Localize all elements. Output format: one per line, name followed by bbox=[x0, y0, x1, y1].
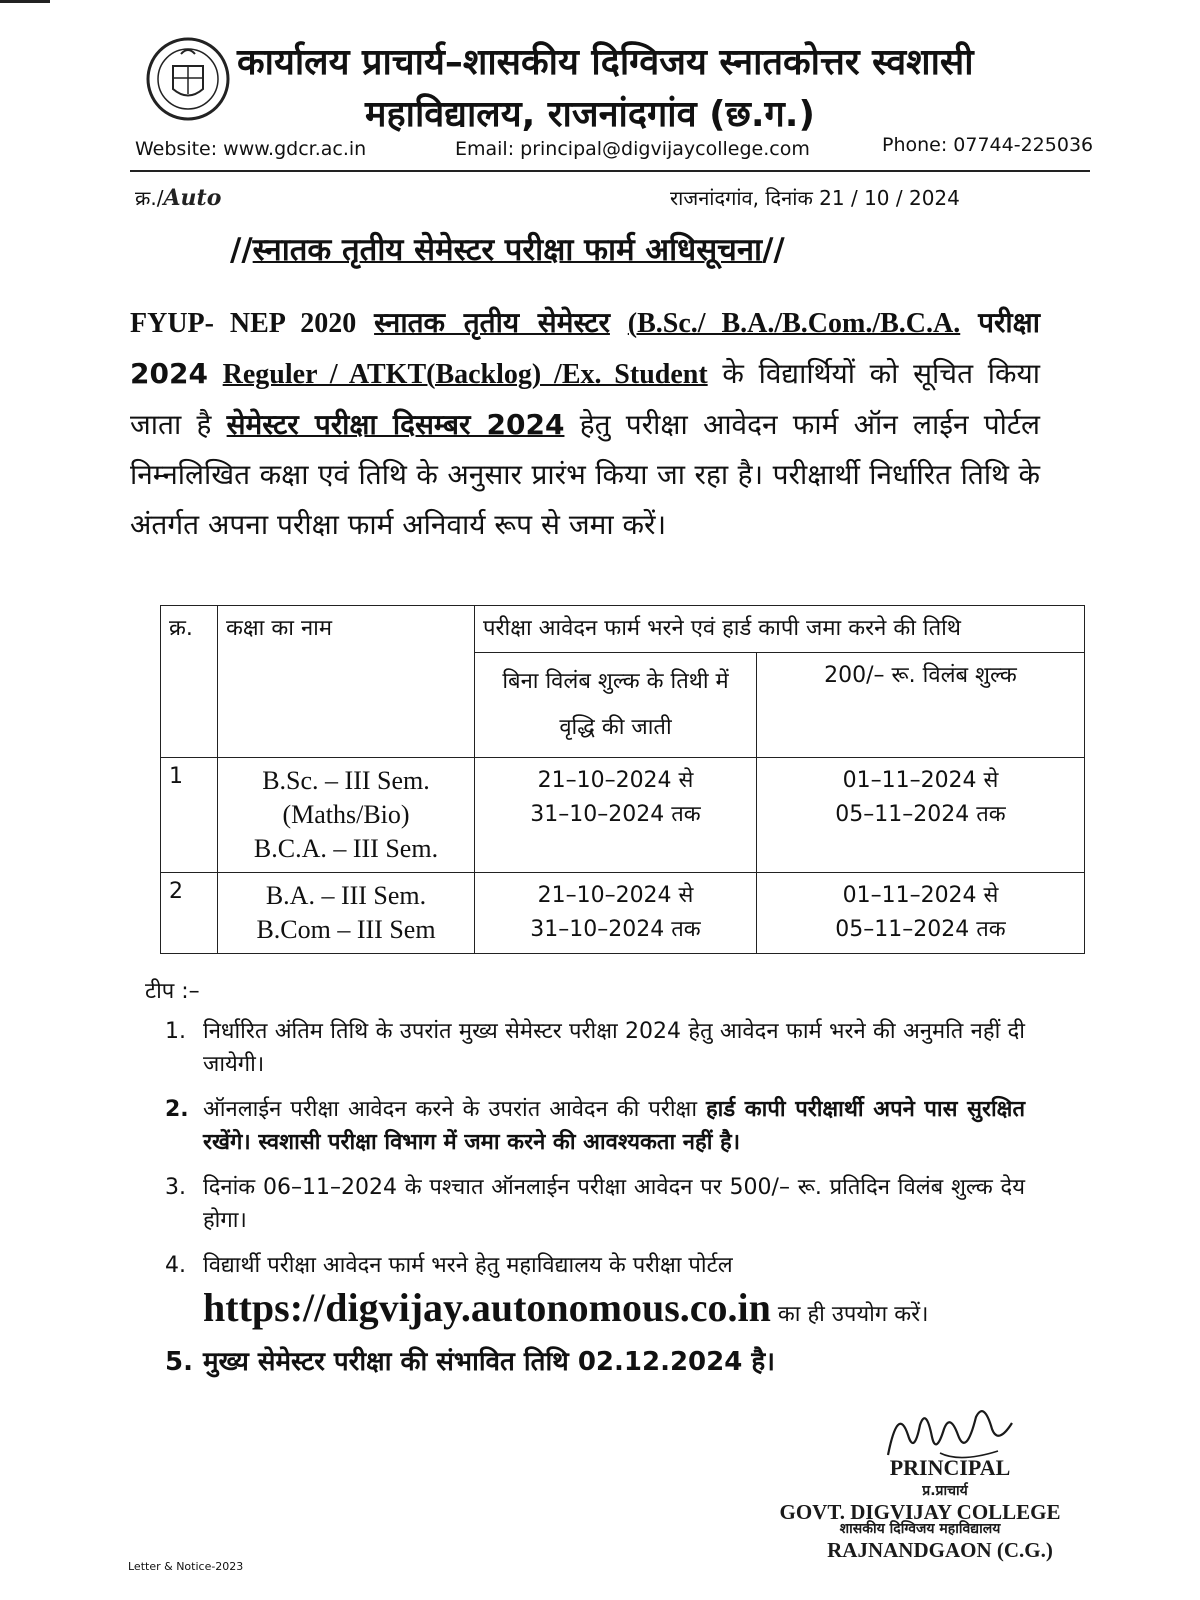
intro-paragraph bbox=[130, 298, 1040, 550]
email-text: Email: principal@digvijaycollege.com bbox=[455, 138, 810, 160]
list-item: 5. मुख्य सेमेस्टर परीक्षा की संभावित तिथि 02.12.2024 है। bbox=[165, 1347, 776, 1377]
row-class: B.A. – III Sem. B.Com – III Sem bbox=[218, 873, 475, 954]
header-dates: परीक्षा आवेदन फार्म भरने एवं हार्ड कापी जमा करने की तिथि bbox=[475, 606, 1085, 653]
header-late-fee: 200/– रू. विलंब शुल्क bbox=[757, 653, 1085, 758]
title-slashes-right: // bbox=[762, 232, 785, 268]
row-no-late-dates: 21–10–2024 से 31–10–2024 तक bbox=[475, 873, 757, 954]
title-slashes-left: // bbox=[230, 232, 253, 268]
college-name-line1: कार्यालय प्राचार्य–शासकीय दिग्विजय स्नातकोत्तर स्वशासी bbox=[237, 42, 974, 83]
notes-label: टीप :– bbox=[145, 979, 200, 1004]
intro-exam-year: परीक्षा 2024 bbox=[130, 306, 1041, 390]
row-late-dates: 01–11–2024 से 05–11–2024 तक bbox=[757, 758, 1085, 873]
intro-program: FYUP- NEP 2020 bbox=[130, 308, 357, 339]
table-header-row bbox=[161, 606, 1085, 653]
row-class: B.Sc. – III Sem. (Maths/Bio) B.C.A. – III Sem. bbox=[218, 758, 475, 873]
row-sno: 2 bbox=[161, 873, 218, 954]
header-no-late-fee: बिना विलंब शुल्क के तिथी में वृद्धि की जाती bbox=[475, 653, 757, 758]
table-row bbox=[161, 873, 1085, 954]
row-sno: 1 bbox=[161, 758, 218, 873]
intro-student-types: Reguler / ATKT(Backlog) /Ex. Student bbox=[222, 359, 708, 390]
corner-mark bbox=[0, 0, 50, 3]
header-divider bbox=[130, 170, 1090, 172]
intro-semester: स्नातक तृतीय सेमेस्टर bbox=[374, 306, 610, 339]
notes-list bbox=[165, 1015, 1025, 1392]
footer-text: Letter & Notice-2023 bbox=[128, 1560, 244, 1573]
dates-table bbox=[160, 605, 1085, 954]
list-item: 2. ऑनलाईन परीक्षा आवेदन करने के उपरांत आवेदन की परीक्षा हार्ड कापी परीक्षार्थी अपने पास सुरक्षित रखेंगे। स्वशासी परीक्षा विभाग में जमा करने की आवश्यकता नहीं है। bbox=[165, 1097, 1025, 1155]
list-item: 4. विद्यार्थी परीक्षा आवेदन फार्म भरने हेतु महाविद्यालय के परीक्षा पोर्टल https://digvijay.autonomous.co.in का ही उपयोग करें। bbox=[165, 1253, 929, 1330]
header-sno: क्र. bbox=[161, 606, 218, 758]
portal-url[interactable]: https://digvijay.autonomous.co.in bbox=[203, 1285, 771, 1330]
intro-text-1: के विद्यार्थियों को सूचित किया जाता है bbox=[130, 357, 1041, 441]
phone-text: Phone: 07744-225036 bbox=[882, 134, 1094, 156]
row-late-dates: 01–11–2024 से 05–11–2024 तक bbox=[757, 873, 1085, 954]
principal-seal: PRINCIPAL प्र.प्राचार्य GOVT. DIGVIJAY COLLEGE शासकीय दिग्विजय महाविद्यालय RAJNANDGAON (C.G.) bbox=[779, 1455, 1061, 1562]
notice-title bbox=[230, 228, 785, 270]
table-row bbox=[161, 758, 1085, 873]
intro-exam-month: सेमेस्टर परीक्षा दिसम्बर 2024 bbox=[226, 408, 565, 441]
college-emblem-icon bbox=[143, 34, 233, 124]
title-text: स्नातक तृतीय सेमेस्टर परीक्षा फार्म अधिसूचना bbox=[252, 232, 763, 268]
reference-number bbox=[135, 184, 221, 211]
row-no-late-dates: 21–10–2024 से 31–10–2024 तक bbox=[475, 758, 757, 873]
reference-label: क्र./ bbox=[135, 186, 164, 210]
list-item: 3. दिनांक 06–11–2024 के पश्चात ऑनलाईन परीक्षा आवेदन पर 500/– रू. प्रतिदिन विलंब शुल्क देय होगा। bbox=[165, 1175, 1025, 1233]
letterhead bbox=[135, 30, 1095, 140]
college-name-line2: महाविद्यालय, राजनांदगांव (छ.ग.) bbox=[365, 94, 815, 135]
intro-text-2: हेतु परीक्षा आवेदन फार्म ऑन लाईन पोर्टल निम्नलिखित कक्षा एवं तिथि के अनुसार प्रारंभ किया जा रहा है। परीक्षार्थी निर्धारित तिथि के अंतर्गत अपना परीक्षा फार्म अनिवार्य रूप से जमा करें। bbox=[130, 408, 1041, 541]
place-date: राजनांदगांव, दिनांक 21 / 10 / 2024 bbox=[670, 186, 960, 210]
reference-value: Auto bbox=[163, 185, 222, 211]
list-item: 1. निर्धारित अंतिम तिथि के उपरांत मुख्य सेमेस्टर परीक्षा 2024 हेतु आवेदन फार्म भरने की अनुमति नहीं दी जायेगी। bbox=[165, 1019, 1025, 1077]
intro-courses: (B.Sc./ B.A./B.Com./B.C.A. bbox=[627, 308, 961, 339]
header-class: कक्षा का नाम bbox=[218, 606, 475, 758]
website-text: Website: www.gdcr.ac.in bbox=[135, 138, 367, 160]
